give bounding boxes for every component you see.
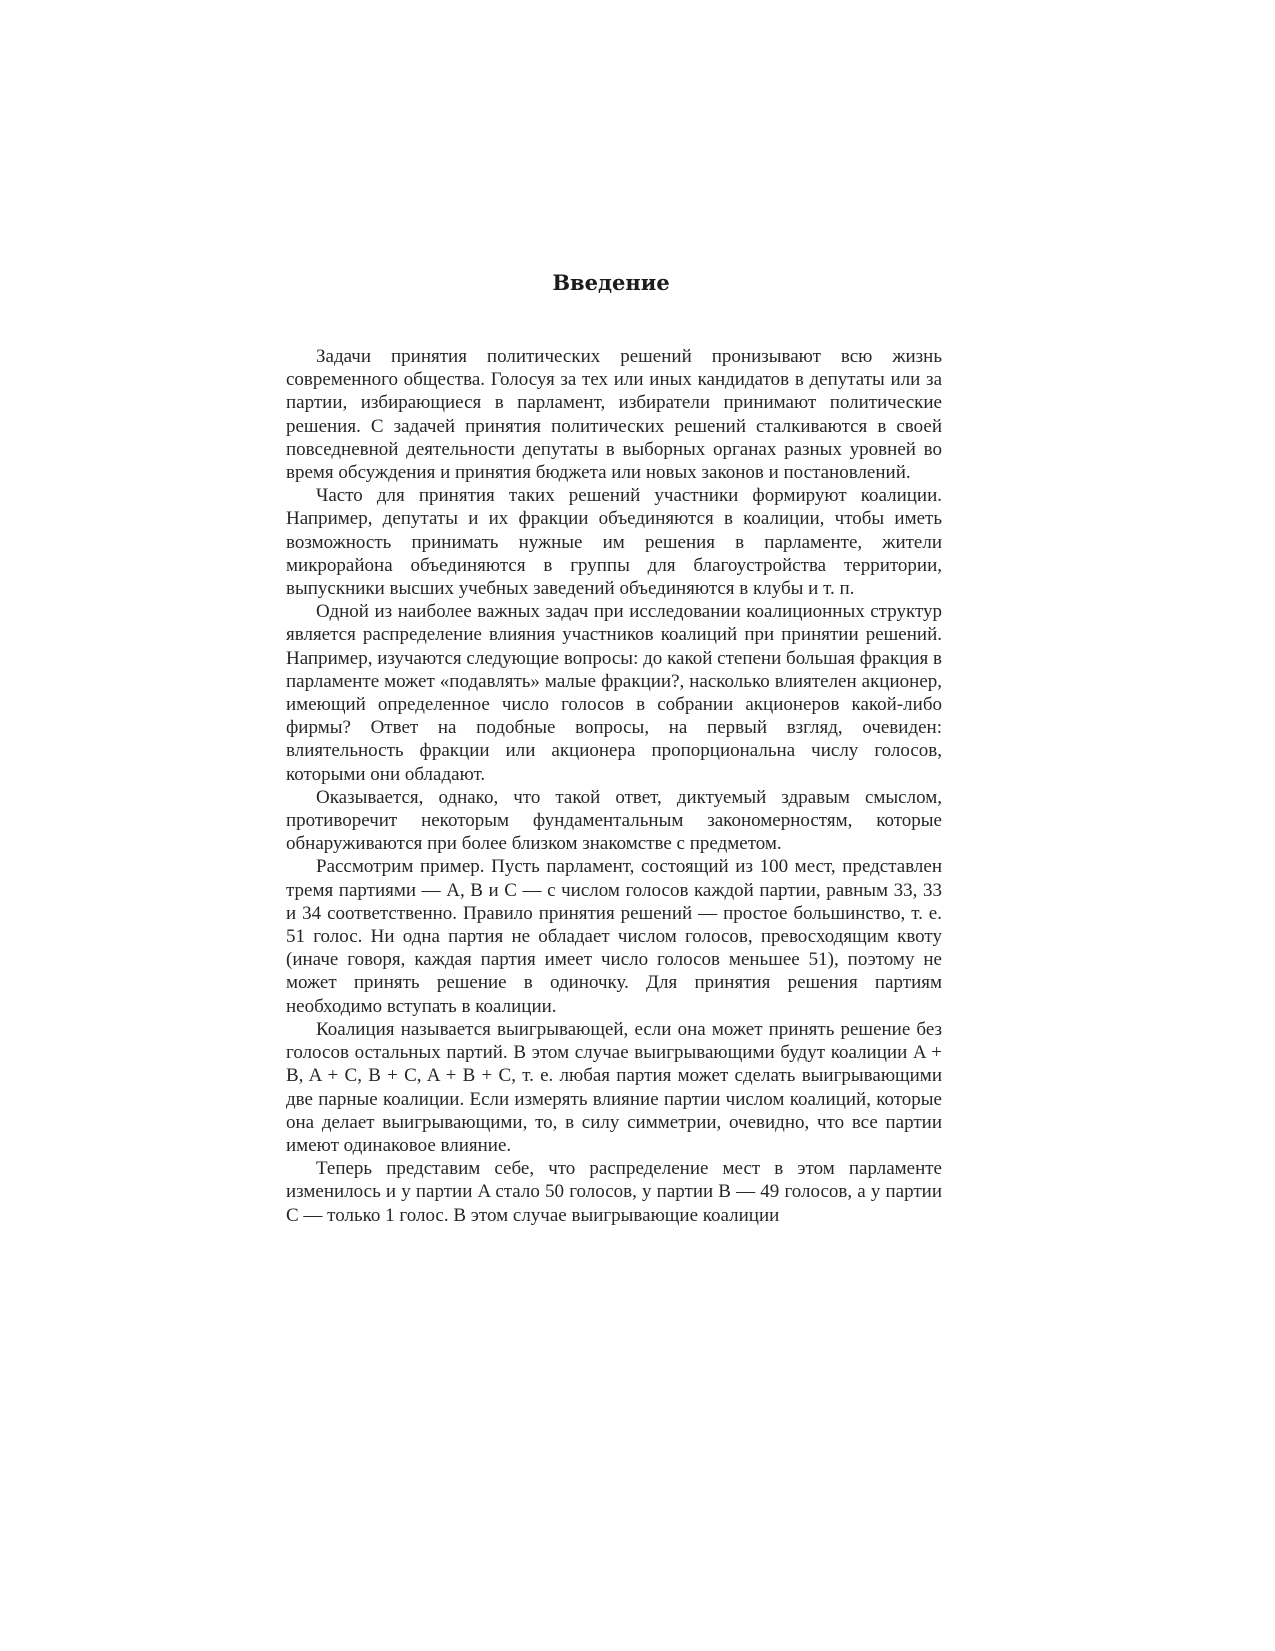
paragraph-1: Задачи принятия политических решений пронизывают всю жизнь современного общества. Голосуя за тех или иных кандидатов в депутаты или за партии, избирающиеся в парламент, избиратели принимают политические решения. С задачей принятия политических решений сталкиваются в своей повседневной деятельности депутаты в выборных органах разных уровней во время обсуждения и принятия бюджета или новых законов и постановлений.	[286, 346, 942, 484]
paragraph-5: Рассмотрим пример. Пусть парламент, состоящий из 100 мест, представлен тремя партиями — A, B и C — с числом голосов каждой партии, равным 33, 33 и 34 соответственно. Правило принятия решений — простое большинство, т. е. 51 голос. Ни одна партия не обладает числом голосов, превосходящим квоту (иначе говоря, каждая партия имеет число голосов меньшее 51), поэтому не может принять решение в одиночку. Для принятия решения партиям необходимо вступать в коалиции.	[286, 856, 942, 1017]
paragraph-3: Одной из наиболее важных задач при исследовании коалиционных структур является распределение влияния участников коалиций при принятии решений. Например, изучаются следующие вопросы: до какой степени большая фракция в парламенте может «подавлять» малые фракции?, насколько влиятелен акционер, имеющий определенное число голосов в собрании акционеров какой-либо фирмы? Ответ на подобные вопросы, на первый взгляд, очевиден: влиятельность фракции или акционера пропорциональна числу голосов, которыми они обладают.	[286, 601, 942, 785]
paragraph-2: Часто для принятия таких решений участники формируют коалиции. Например, депутаты и их фракции объединяются в коалиции, чтобы иметь возможность принимать нужные им решения в парламенте, жители микрорайона объединяются в группы для благоустройства территории, выпускники высших учебных заведений объединяются в клубы и т. п.	[286, 485, 942, 600]
paragraph-4: Оказывается, однако, что такой ответ, диктуемый здравым смыслом, противоречит некоторым фундаментальным закономерностям, которые обнаруживаются при более близком знакомстве с предметом.	[286, 786, 942, 855]
body-text	[286, 345, 942, 1227]
paragraph-6: Коалиция называется выигрывающей, если она может принять решение без голосов остальных партий. В этом случае выигрывающими будут коалиции A + B, A + C, B + C, A + B + C, т. е. любая партия может сделать выигрывающими две парные коалиции. Если измерять влияние партии числом коалиций, которые она делает выигрывающими, то, в силу симметрии, очевидно, что все партии имеют одинаковое влияние.	[286, 1018, 942, 1156]
paragraph-7: Теперь представим себе, что распределение мест в этом парламенте изменилось и у партии A стало 50 голосов, у партии B — 49 голосов, а у партии C — только 1 голос. В этом случае выигрывающие коалиции	[286, 1158, 942, 1226]
page-title: Введение	[552, 270, 670, 295]
